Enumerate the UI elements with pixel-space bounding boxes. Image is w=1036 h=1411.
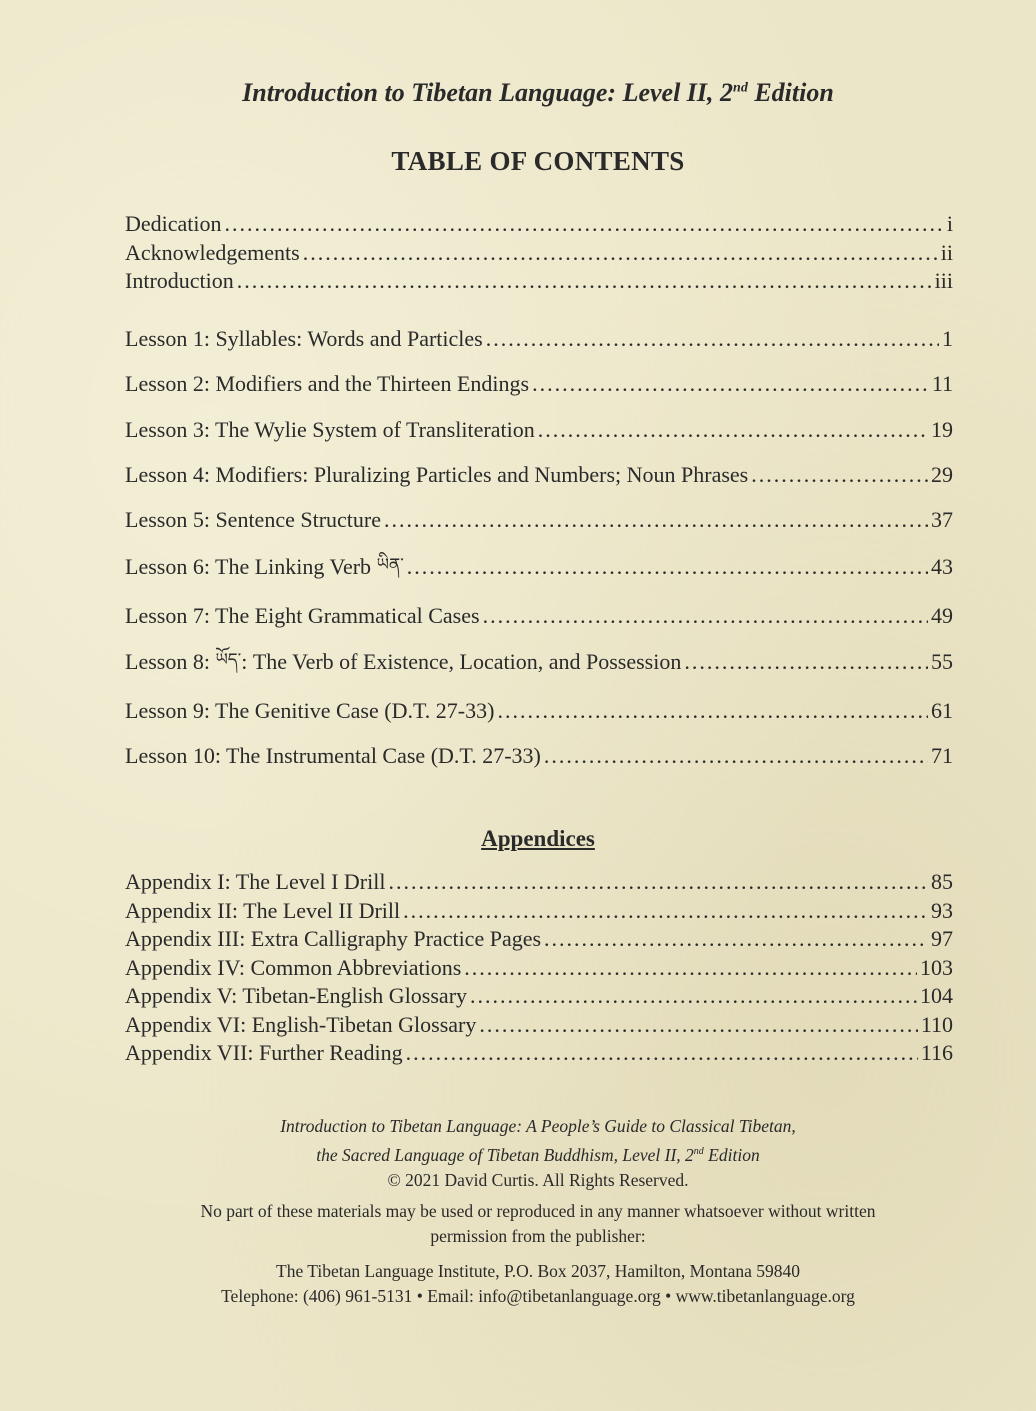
toc-entry-acknowledgements: Acknowledgements ..... ii: [125, 238, 953, 268]
toc-entry-appendix-4: Appendix IV: Common Abbreviations ..... 103: [125, 953, 953, 983]
toc-entry-lesson-3: Lesson 3: The Wylie System of Transliteration ..... 19: [125, 415, 953, 445]
footer-address: The Tibetan Language Institute, P.O. Box 2037, Hamilton, Montana 59840: [276, 1261, 800, 1281]
toc-entry-appendix-7: Appendix VII: Further Reading ..... 116: [125, 1038, 953, 1068]
footer-copyright: © 2021 David Curtis. All Rights Reserved.: [387, 1169, 689, 1190]
footer-title-line-2: the Sacred Language of Tibetan Buddhism, Level II, 2nd Edition: [316, 1144, 760, 1165]
footer-notice-line-1: No part of these materials may be used or reproduced in any manner whatsoever without written: [200, 1201, 876, 1221]
toc-entry-lesson-10: Lesson 10: The Instrumental Case (D.T. 27-33) ..... 71: [125, 741, 953, 771]
toc-entry-dedication: Dedication ..... i: [125, 209, 953, 239]
toc-heading: TABLE OF CONTENTS: [391, 146, 685, 176]
footer-publisher: [0, 1259, 1036, 1309]
toc-entry-appendix-6: Appendix VI: English-Tibetan Glossary ..... 110: [125, 1010, 953, 1040]
toc-entry-lesson-6: Lesson 6: The Linking Verb ཡིན་ ..... 43: [125, 552, 953, 582]
footer-book-info: [0, 1114, 1036, 1193]
tibetan-word-yin: ཡིན་: [376, 555, 404, 574]
footer-notice-line-2: permission from the publisher:: [430, 1226, 646, 1246]
footer-title-line-1: Introduction to Tibetan Language: A People’s Guide to Classical Tibetan,: [280, 1116, 796, 1136]
toc-entry-appendix-1: Appendix I: The Level I Drill ..... 85: [125, 867, 953, 897]
toc-entry-lesson-2: Lesson 2: Modifiers and the Thirteen Endings ..... 11: [125, 369, 953, 399]
toc-entry-appendix-2: Appendix II: The Level II Drill ..... 93: [125, 896, 953, 926]
footer-notice: [0, 1199, 1036, 1249]
toc-entry-lesson-9: Lesson 9: The Genitive Case (D.T. 27-33) ..... 61: [125, 696, 953, 726]
toc-entry-lesson-1: Lesson 1: Syllables: Words and Particles ..... 1: [125, 324, 953, 354]
toc-entry-appendix-3: Appendix III: Extra Calligraphy Practice Pages ..... 97: [125, 924, 953, 954]
book-title: Introduction to Tibetan Language: Level II, 2nd Edition: [242, 78, 834, 107]
appendices-heading: Appendices: [481, 826, 595, 851]
toc-entry-lesson-8: Lesson 8: ཡོད་: The Verb of Existence, Location, and Possession ..... 55: [125, 647, 953, 677]
tibetan-word-yod: ཡོད་: [215, 650, 242, 669]
toc-entry-appendix-5: Appendix V: Tibetan-English Glossary ..... 104: [125, 981, 953, 1011]
toc-entry-lesson-5: Lesson 5: Sentence Structure ..... 37: [125, 505, 953, 535]
toc-entry-lesson-4: Lesson 4: Modifiers: Pluralizing Particles and Numbers; Noun Phrases ..... 29: [125, 460, 953, 490]
footer-contact: Telephone: (406) 961-5131 • Email: info@tibetanlanguage.org • www.tibetanlanguage.org: [221, 1286, 855, 1306]
toc-entry-introduction: Introduction ..... iii: [125, 266, 953, 296]
toc-entry-lesson-7: Lesson 7: The Eight Grammatical Cases ..... 49: [125, 601, 953, 631]
